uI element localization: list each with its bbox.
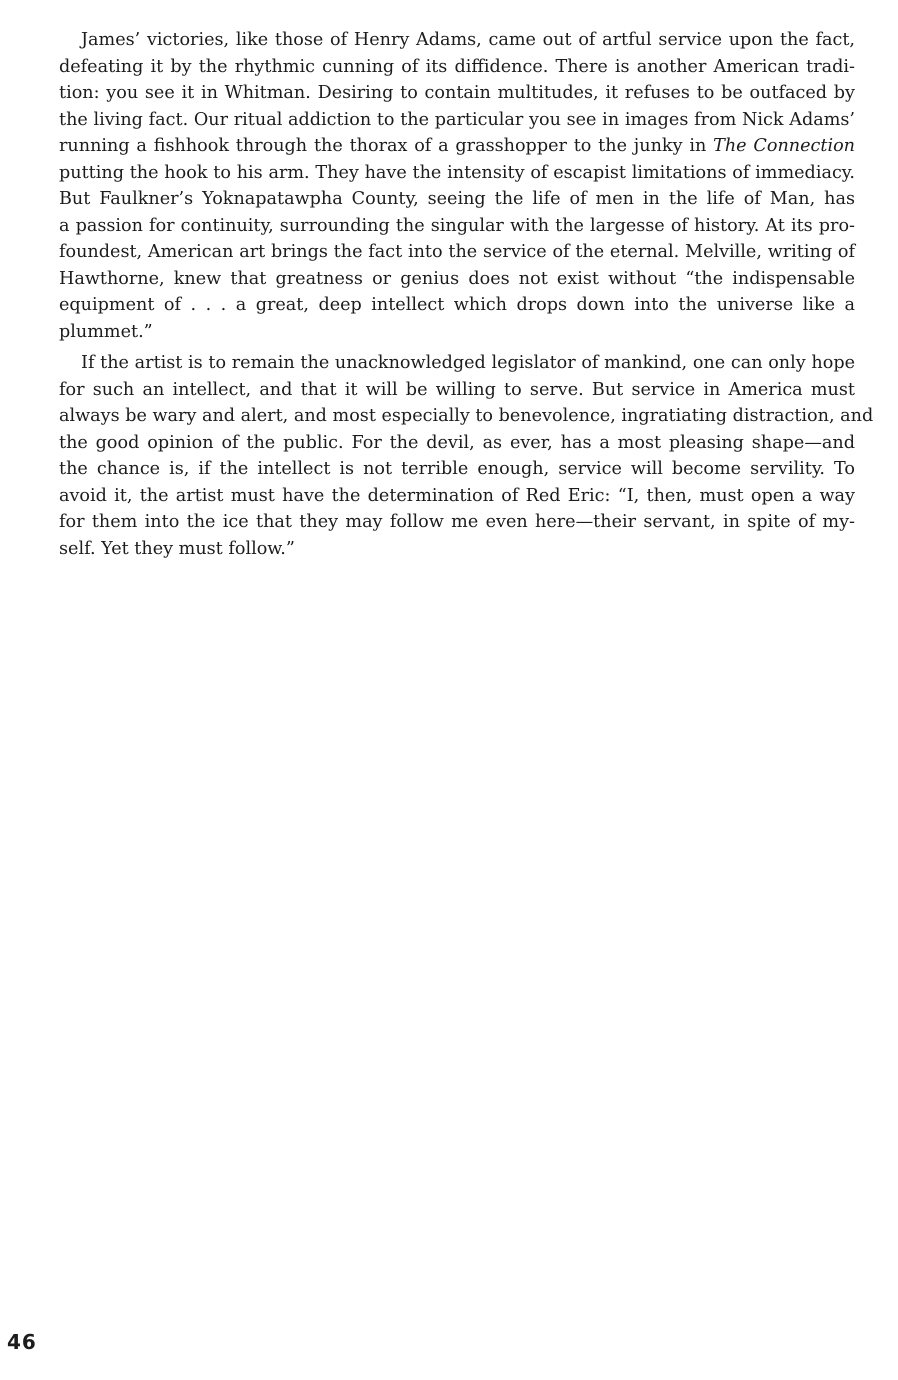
paragraph-2 <box>59 350 874 562</box>
text-line: putting the hook to his arm. They have the intensity of escapist limitations of immediacy. <box>59 162 855 183</box>
text-line: Hawthorne, knew that greatness or genius does not exist without “the indispensable <box>59 268 855 289</box>
text-line: foundest, American art brings the fact into the service of the eternal. Melville, writing of <box>59 242 855 262</box>
text-line: the chance is, if the intellect is not terrible enough, service will become servility. To <box>59 459 855 479</box>
text-line: self. Yet they must follow.” <box>59 538 295 559</box>
paragraph-1 <box>59 27 855 345</box>
text-line: the living fact. Our ritual addiction to the particular you see in images from Nick Adams’ <box>59 109 855 130</box>
text-line: equipment of . . . a great, deep intellect which drops down into the universe like a <box>59 295 855 315</box>
text-line: a passion for continuity, surrounding the singular with the largesse of history. At its pro- <box>59 215 855 236</box>
text-line: for them into the ice that they may follow me even here—their servant, in spite of my- <box>59 512 855 532</box>
page-number: 46 <box>7 1330 37 1354</box>
text-line: avoid it, the artist must have the determination of Red Eric: “I, then, must open a way <box>59 485 855 506</box>
text-line: for such an intellect, and that it will be willing to serve. But service in America must <box>59 379 855 400</box>
text-line: tion: you see it in Whitman. Desiring to contain multitudes, it refuses to be outfaced by <box>59 83 855 103</box>
text-line-segment: running a fishhook through the thorax of a grasshopper to the junky in <box>59 136 714 156</box>
text-line: If the artist is to remain the unacknowledged legislator of mankind, one can only hope <box>81 353 855 373</box>
text-line: But Faulkner’s Yoknapatawpha County, seeing the life of men in the life of Man, has <box>59 189 855 209</box>
text-line: always be wary and alert, and most especially to benevolence, ingratiating distraction, and <box>59 406 874 426</box>
text-line-with-title <box>59 133 855 160</box>
text-line: plummet.” <box>59 321 153 342</box>
text-line: James’ victories, like those of Henry Adams, came out of artful service upon the fact, <box>81 30 855 50</box>
text-line: defeating it by the rhythmic cunning of its diffidence. There is another American tradi- <box>59 56 855 77</box>
italic-title: The Connection <box>713 136 855 156</box>
text-line: the good opinion of the public. For the devil, as ever, has a most pleasing shape—and <box>59 432 855 453</box>
body-text <box>59 27 874 562</box>
